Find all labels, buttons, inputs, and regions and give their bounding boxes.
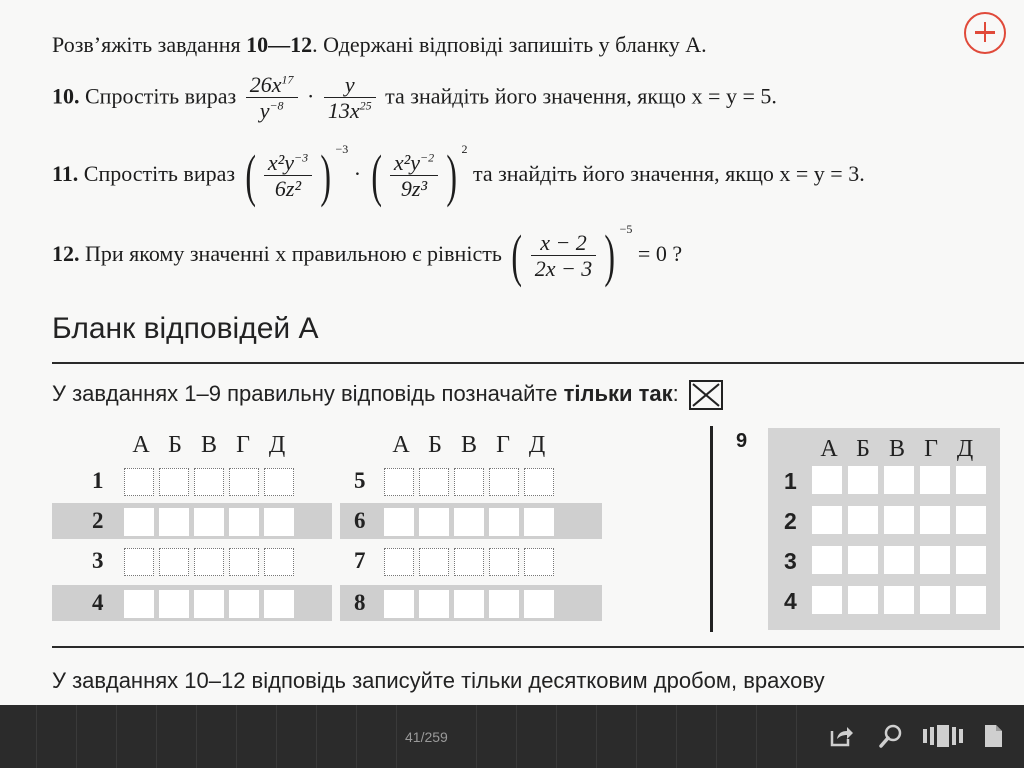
answer-cell[interactable] <box>848 506 878 534</box>
answer-cell[interactable] <box>454 508 484 536</box>
answer-cell[interactable] <box>229 508 259 536</box>
page-indicator[interactable]: 41/259 <box>405 729 448 745</box>
answer-cell[interactable] <box>229 590 259 618</box>
fraction: $\frac{x^2y^{-3}}{\text{6z²}}$ <box>264 150 312 203</box>
fraction: $\frac{x - 2}{2x - 3}$ <box>531 230 597 283</box>
answer-row-1: 1 <box>52 463 332 499</box>
answer-row-5: 5 <box>340 463 602 499</box>
answer-cell[interactable] <box>812 546 842 574</box>
answer-cell[interactable] <box>812 586 842 614</box>
answer-cell[interactable] <box>956 546 986 574</box>
viewer-toolbar <box>0 705 1024 768</box>
answer-cell[interactable] <box>920 586 950 614</box>
answer-cell[interactable] <box>124 508 154 536</box>
answer-cell[interactable] <box>194 468 224 496</box>
answer-cell[interactable] <box>956 506 986 534</box>
answer-cell[interactable] <box>194 548 224 576</box>
answer-cell[interactable] <box>124 590 154 618</box>
answer-cell[interactable] <box>489 548 519 576</box>
answer-cell[interactable] <box>419 590 449 618</box>
answer-cell[interactable] <box>920 466 950 494</box>
letters-header-task9: А Б В Г Д <box>820 436 974 462</box>
plus-circle-icon[interactable] <box>964 12 1006 54</box>
answer-cell[interactable] <box>524 468 554 496</box>
intro-text: Розв’яжіть завдання 10—12. Одержані відповіді запишіть у бланку А. <box>52 32 707 57</box>
answer-cell[interactable] <box>454 590 484 618</box>
thumbnails-icon[interactable] <box>922 723 964 749</box>
task-9-label: 9 <box>736 430 748 452</box>
answer-sheet-title: Бланк відповідей А <box>52 312 319 345</box>
answer-row-4: 4 <box>52 585 332 621</box>
bottom-instruction: У завданнях 10–12 відповідь записуйте тільки десятковим дробом, врахову <box>52 668 825 693</box>
document-icon[interactable] <box>980 723 1006 749</box>
answer-cell[interactable] <box>159 548 189 576</box>
answer-cell[interactable] <box>264 508 294 536</box>
letters-header-middle: А Б В Г Д <box>392 432 546 458</box>
letters-header-left: А Б В Г Д <box>132 432 286 458</box>
answer-cell[interactable] <box>384 468 414 496</box>
vertical-divider <box>710 426 713 632</box>
divider <box>52 362 1024 364</box>
answer-cell[interactable] <box>489 508 519 536</box>
answer-cell[interactable] <box>848 586 878 614</box>
fraction: $\frac{y}{13x^{25}}$ <box>324 72 376 125</box>
answer-cell[interactable] <box>524 508 554 536</box>
answer-cell[interactable] <box>884 586 914 614</box>
answer-cell[interactable] <box>264 548 294 576</box>
answer-cell[interactable] <box>194 590 224 618</box>
search-icon[interactable] <box>878 723 904 749</box>
answer-row-7: 7 <box>340 543 602 579</box>
checked-box-icon <box>689 380 723 410</box>
fraction: $\frac{26x^{17}}{y^{-8}}$ <box>246 72 298 125</box>
answer-cell[interactable] <box>419 548 449 576</box>
answer-instruction: У завданнях 1–9 правильну відповідь позначайте тільки так: <box>52 380 723 410</box>
answer-cell[interactable] <box>524 590 554 618</box>
answer-cell[interactable] <box>956 586 986 614</box>
answer-row-8: 8 <box>340 585 602 621</box>
answer-cell[interactable] <box>848 546 878 574</box>
problem-10: 10. Спростіть вираз $\frac{26x^{17}}{y^{-8}}$ · $\frac{y}{13x^{25}}$ та знайдіть його значення, якщо x = y = 5. <box>52 72 777 124</box>
answer-cell[interactable] <box>489 468 519 496</box>
task-9-grid: А Б В Г Д 1 2 3 4 <box>768 428 1000 630</box>
problem-12: 12. При якому значенні x правильною є рівність ( $\frac{x - 2}{2x - 3}$ ) $^{-5}$ = 0 ? <box>52 222 683 288</box>
answer-cell[interactable] <box>159 468 189 496</box>
answer-cell[interactable] <box>229 548 259 576</box>
answer-cell[interactable] <box>384 590 414 618</box>
answer-cell[interactable] <box>920 546 950 574</box>
answer-cell[interactable] <box>384 508 414 536</box>
answer-cell[interactable] <box>812 506 842 534</box>
answer-cell[interactable] <box>229 468 259 496</box>
answer-cell[interactable] <box>159 508 189 536</box>
answer-cell[interactable] <box>124 548 154 576</box>
answer-cell[interactable] <box>812 466 842 494</box>
answer-cell[interactable] <box>454 468 484 496</box>
answer-cell[interactable] <box>884 466 914 494</box>
answer-cell[interactable] <box>454 548 484 576</box>
answer-cell[interactable] <box>524 548 554 576</box>
answer-row-2: 2 <box>52 503 332 539</box>
answer-cell[interactable] <box>419 508 449 536</box>
answer-row-6: 6 <box>340 503 602 539</box>
answer-cell[interactable] <box>124 468 154 496</box>
answer-cell[interactable] <box>194 508 224 536</box>
fraction: $\frac{x^2y^{-2}}{\text{9z³}}$ <box>390 150 438 203</box>
answer-cell[interactable] <box>920 506 950 534</box>
answer-cell[interactable] <box>956 466 986 494</box>
answer-cell[interactable] <box>419 468 449 496</box>
share-icon[interactable] <box>828 723 854 749</box>
answer-cell[interactable] <box>264 590 294 618</box>
problem-11: 11. Спростіть вираз ( $\frac{x^2y^{-3}}{\text{6z²}}$ ) $^{-3}$ · ( $\frac{x^2y^{-2}}{\text{9z³}}$ ) $^2$ та знайдіть його значення, якщо x = y = 3. <box>52 142 865 208</box>
divider <box>52 646 1024 648</box>
answer-cell[interactable] <box>848 466 878 494</box>
answer-cell[interactable] <box>384 548 414 576</box>
answer-cell[interactable] <box>489 590 519 618</box>
answer-cell[interactable] <box>884 506 914 534</box>
answer-row-3: 3 <box>52 543 332 579</box>
answer-cell[interactable] <box>264 468 294 496</box>
answer-cell[interactable] <box>884 546 914 574</box>
answer-cell[interactable] <box>159 590 189 618</box>
